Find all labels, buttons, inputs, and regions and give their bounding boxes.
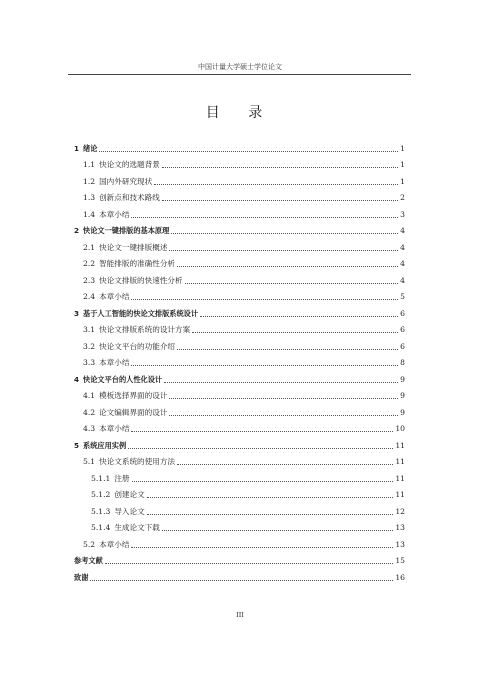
toc-entry[interactable]: [74, 203, 405, 220]
toc-entry-number: 3.2: [83, 341, 96, 351]
toc-entry-label: 快论文一键排版的基本原理: [83, 226, 170, 235]
toc-entry-number: 4.2: [83, 407, 96, 417]
toc-entry-page: 11: [395, 473, 405, 483]
toc-entry-number: 1.3: [83, 193, 96, 202]
dot-leader: [162, 530, 393, 531]
toc-entry-page: 2: [400, 193, 405, 202]
dot-leader: [177, 464, 393, 465]
toc-entry-page: 9: [400, 374, 405, 384]
toc-entry-number: 1.2: [83, 176, 96, 186]
table-of-contents: [74, 137, 405, 583]
toc-entry-number: 4.3: [83, 424, 96, 433]
toc-entry-page: 11: [395, 457, 405, 466]
toc-entry-page: 1: [400, 160, 405, 169]
toc-entry-label: 创新点和技术路线: [99, 193, 160, 202]
toc-entry-number: 5: [74, 440, 80, 450]
toc-entry-number: 5.1.4: [91, 523, 111, 532]
toc-entry-label: 本章小结: [99, 424, 130, 433]
toc-entry[interactable]: [74, 154, 405, 171]
page-title: 目 录: [205, 105, 275, 121]
dot-leader: [131, 365, 398, 366]
toc-entry[interactable]: [74, 253, 405, 270]
toc-entry-page: 4: [400, 275, 405, 285]
toc-entry[interactable]: [74, 220, 405, 237]
toc-entry-page: 9: [400, 407, 405, 417]
toc-entry-page: 12: [395, 506, 405, 516]
toc-entry-page: 15: [395, 556, 405, 565]
dot-leader: [164, 382, 398, 383]
toc-entry-page: 1: [400, 176, 405, 186]
toc-entry-page: 5: [400, 292, 405, 301]
dot-leader: [105, 563, 394, 564]
toc-entry-number: 4: [74, 374, 80, 384]
toc-entry-number: 4.1: [83, 391, 96, 400]
toc-entry-label: 绪论: [83, 143, 98, 153]
toc-entry-page: 4: [400, 226, 405, 235]
toc-entry[interactable]: [74, 500, 405, 517]
toc-entry-label: 基于人工智能的快论文排版系统设计: [83, 308, 199, 318]
toc-entry-label: 创建论文: [114, 490, 145, 499]
dot-leader: [192, 332, 398, 333]
toc-entry[interactable]: [74, 467, 405, 484]
toc-entry-page: 6: [400, 341, 405, 351]
toc-entry[interactable]: [74, 368, 405, 385]
toc-entry-label: 本章小结: [99, 292, 130, 301]
toc-entry[interactable]: [74, 550, 405, 567]
toc-entry-label: 本章小结: [99, 358, 130, 367]
toc-entry[interactable]: [74, 187, 405, 204]
toc-entry[interactable]: [74, 566, 405, 583]
toc-entry[interactable]: [74, 170, 405, 187]
toc-entry-number: 2: [74, 226, 80, 235]
toc-entry[interactable]: [74, 418, 405, 435]
dot-leader: [177, 349, 398, 350]
dot-leader: [132, 481, 394, 482]
dot-leader: [171, 233, 398, 234]
dot-leader: [90, 580, 393, 581]
dot-leader: [169, 398, 398, 399]
toc-entry-label: 快论文系统的使用方法: [99, 457, 176, 466]
dot-leader: [162, 167, 398, 168]
toc-entry-label: 本章小结: [99, 539, 130, 549]
toc-entry-number: 3: [74, 308, 80, 318]
toc-entry-page: 6: [400, 325, 405, 334]
toc-entry[interactable]: [74, 451, 405, 468]
toc-entry-label: 快论文一键排版概述: [99, 242, 168, 252]
toc-entry-label: 本章小结: [99, 209, 130, 219]
toc-entry-number: 3.1: [83, 325, 96, 334]
toc-entry-label: 生成论文下载: [114, 523, 160, 532]
dot-leader: [131, 547, 393, 548]
toc-entry-label: 论文编辑界面的设计: [99, 407, 168, 417]
dot-leader: [99, 151, 398, 152]
toc-entry[interactable]: [74, 517, 405, 534]
toc-entry[interactable]: [74, 335, 405, 352]
toc-entry[interactable]: [74, 302, 405, 319]
running-header: 中国计量大学硕士学位论文: [198, 63, 282, 71]
toc-entry-number: 5.2: [83, 539, 96, 549]
toc-entry-number: 2.3: [83, 275, 96, 285]
toc-entry[interactable]: [74, 533, 405, 550]
toc-entry-page: 3: [400, 209, 405, 219]
toc-entry-label: 参考文献: [74, 556, 103, 565]
toc-entry-page: 16: [395, 572, 405, 582]
toc-entry-label: 系统应用实例: [83, 440, 127, 450]
toc-entry-label: 快论文平台的功能介绍: [99, 341, 176, 351]
dot-leader: [131, 299, 398, 300]
dot-leader: [162, 200, 398, 201]
toc-entry[interactable]: [74, 434, 405, 451]
toc-entry-page: 13: [395, 539, 405, 549]
toc-entry[interactable]: [74, 319, 405, 336]
toc-entry[interactable]: [74, 352, 405, 369]
toc-entry-number: 5.1.1: [91, 473, 111, 483]
toc-entry-label: 致谢: [74, 572, 89, 582]
toc-entry-page: 6: [400, 308, 405, 318]
dot-leader: [128, 448, 393, 449]
toc-entry-label: 快论文排版的快速性分析: [99, 275, 183, 285]
toc-entry-page: 13: [395, 523, 405, 532]
dot-leader: [131, 217, 398, 218]
dot-leader: [169, 415, 398, 416]
toc-entry-number: 3.3: [83, 358, 96, 367]
toc-entry-label: 模板选择界面的设计: [99, 391, 168, 400]
dot-leader: [131, 431, 393, 432]
toc-entry-page: 8: [400, 358, 405, 367]
dot-leader: [185, 283, 399, 284]
toc-entry-number: 1.4: [83, 209, 96, 219]
toc-entry-page: 11: [395, 490, 405, 499]
toc-entry[interactable]: [74, 484, 405, 501]
toc-entry[interactable]: [74, 401, 405, 418]
dot-leader: [154, 184, 398, 185]
toc-entry-number: 2.4: [83, 292, 96, 301]
toc-entry[interactable]: [74, 269, 405, 286]
toc-entry[interactable]: [74, 137, 405, 154]
toc-entry-label: 快论文排版系统的设计方案: [99, 325, 191, 334]
toc-entry[interactable]: [74, 286, 405, 303]
toc-entry-page: 10: [395, 424, 405, 433]
toc-entry-label: 快论文平台的人性化设计: [83, 374, 163, 384]
toc-entry-number: 2.1: [83, 242, 96, 252]
toc-entry-number: 1: [74, 143, 80, 153]
toc-entry-label: 快论文的选题背景: [99, 160, 160, 169]
toc-entry[interactable]: [74, 385, 405, 402]
toc-entry-label: 导入论文: [114, 506, 145, 516]
toc-entry-page: 11: [395, 440, 405, 450]
dot-leader: [147, 497, 394, 498]
toc-entry-number: 1.1: [83, 160, 96, 169]
toc-entry-number: 5.1: [83, 457, 96, 466]
toc-entry-page: 4: [400, 259, 405, 268]
header-rule: [68, 74, 411, 75]
toc-entry-page: 9: [400, 391, 405, 400]
toc-entry-page: 1: [400, 143, 405, 153]
dot-leader: [169, 250, 398, 251]
toc-entry-label: 国内外研究现状: [99, 176, 153, 186]
toc-entry-label: 注册: [114, 473, 130, 483]
page-number: III: [236, 611, 244, 619]
toc-entry-page: 4: [400, 242, 405, 252]
toc-entry[interactable]: [74, 236, 405, 253]
toc-entry-number: 2.2: [83, 259, 96, 268]
dot-leader: [200, 316, 398, 317]
toc-entry-label: 智能排版的准确性分析: [99, 259, 176, 268]
toc-entry-number: 5.1.2: [91, 490, 111, 499]
toc-entry-number: 5.1.3: [91, 506, 111, 516]
dot-leader: [147, 514, 394, 515]
dot-leader: [177, 266, 398, 267]
